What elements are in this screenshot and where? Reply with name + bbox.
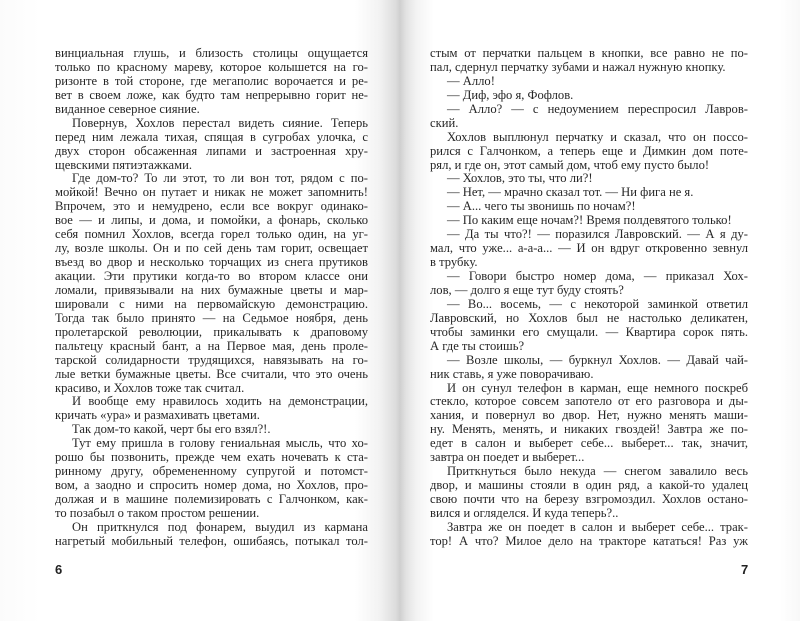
text-line: пролетарской революции, прикалывать к драповому <box>55 324 368 339</box>
text-line: едет в салон и выберет себе... выберет... так, значит, <box>430 436 748 451</box>
text-line: Где дом-то? То ли этот, то ли вон тот, рядом с по- <box>72 171 368 186</box>
text-line: в трубку. <box>430 255 478 270</box>
text-line: тор! А что? Милое дело на тракторе кататься! Раз уж <box>430 533 748 548</box>
text-line: ломали, привязывали на них бумажные цветы и мар- <box>55 282 368 297</box>
paragraph <box>430 465 748 521</box>
text-line: Тогда так было принято — на Седьмое ноября, день <box>55 310 368 325</box>
paragraph <box>430 298 748 354</box>
text-line: кричать «ура» и размахивать цветами. <box>55 408 260 423</box>
paragraph <box>430 200 748 214</box>
text-line: — Алло! <box>447 73 495 88</box>
text-line: нагретый мобильный телефон, ошибаясь, потыкал тол- <box>55 533 368 548</box>
text-line: свою почти что на березу взгромоздил. Хохлов остано- <box>430 492 748 506</box>
paragraph <box>430 172 748 186</box>
paragraph <box>55 423 368 437</box>
paragraph <box>55 117 368 173</box>
paragraph <box>430 521 748 549</box>
paragraph <box>430 354 748 382</box>
text-line: пал, сдернул перчатку зубами и нажал нужную кнопку. <box>430 59 726 74</box>
text-line: пальтецу красный бант, а на Первое мая, день проле- <box>55 338 368 353</box>
text-line: перед ним лежала тихая, спящая в сугробах улочка, с <box>55 129 368 144</box>
text-line: чтобы заминки его смущали. — Квартира сорок пять. <box>430 324 748 339</box>
paragraph <box>55 395 368 423</box>
paragraph <box>430 270 748 298</box>
text-line: мойкой! Вечно он путает и никак не может запомнить! <box>55 185 368 200</box>
text-line: — Диф, эфо я, Фофлов. <box>447 87 574 102</box>
paragraph <box>430 103 748 131</box>
paragraph <box>430 382 748 466</box>
text-line: вом, а заодно и спросить номер дома, но Хохлов, про- <box>55 478 368 493</box>
text-line: — Нет, — мрачно сказал тот. — Ни фига не я. <box>447 185 694 200</box>
text-line: Приткнуться было некуда — снегом завалило весь <box>447 464 748 479</box>
text-line: И он сунул телефон в карман, еще немного поскреб <box>447 380 748 395</box>
text-line: себя помнил Хохлов, всегда горел только один, на уг- <box>55 227 368 242</box>
text-line: ский. <box>430 115 459 130</box>
text-line: лые ветки бумажные цветы. Все считали, что это очень <box>55 366 368 381</box>
text-line: вился и огляделся. И куда теперь?.. <box>430 505 619 520</box>
text-line: тарской солидарности трудящихся, навязывать на го- <box>55 352 368 367</box>
text-line: двор, и машины стояли в один ряд, а какой-то удалец <box>430 478 748 493</box>
text-line: вет в своем ложе, как будто там непрерывно горит не- <box>55 87 368 102</box>
text-line: должая и в машине полемизировать с Галчонком, как- <box>55 492 368 506</box>
text-line: стым от перчатки пальцем в кнопки, все равно не по- <box>430 46 748 60</box>
text-line: ник ставь, я уже поворачиваю. <box>430 366 594 381</box>
text-line: въезд во двор и несколько торчащих из снега прутиков <box>55 255 368 270</box>
text-line: И вообще ему нравилось ходить на демонстрации, <box>72 394 368 409</box>
text-line: Повернув, Хохлов перестал видеть сияние. Теперь <box>72 115 368 130</box>
paragraph <box>430 131 748 173</box>
text-line: — А... чего ты звонишь по ночам?! <box>447 199 636 214</box>
text-line: то позабыл о таком простом решении. <box>55 505 260 520</box>
text-line: Тут ему пришла в голову гениальная мысль, что хо- <box>72 436 368 451</box>
text-line: двух сторон обсаженная липами и застроенная хру- <box>55 143 368 158</box>
text-line: шировали с ними на первомайскую демонстрацию. <box>55 296 368 311</box>
text-line: — Алло? — с недоумением переспросил Лавров- <box>447 101 748 116</box>
text-line: А где ты стоишь? <box>430 338 525 353</box>
text-line: лов, — долго я еще тут буду стоять? <box>430 282 624 297</box>
paragraph <box>55 172 368 395</box>
text-line: Так дом-то какой, черт бы его взял?!. <box>72 422 271 437</box>
right-page <box>400 0 800 621</box>
left-page-text <box>55 47 368 549</box>
page-number: 7 <box>741 562 749 577</box>
text-line: Завтра же он поедет в салон и выберет себе... трак- <box>447 519 748 534</box>
text-line: Впрочем, это и немудрено, если все вокруг одинако- <box>55 199 368 214</box>
text-line: мал, что уже... а-а-а... — И он вдруг откровенно зевнул <box>430 241 748 256</box>
text-line: только по красному мареву, которое колышется на го- <box>55 59 368 74</box>
text-line: рошо бы позвонить, прежде чем ехать ночевать к ста- <box>55 450 368 465</box>
text-line: вое — и липы, и дома, и помойки, а фонарь, сколько <box>55 213 368 228</box>
text-line: стекло, которое совсем запотело от его разговора и ды- <box>430 394 748 409</box>
text-line: акации. Эти прутики когда-то во втором классе они <box>55 269 368 283</box>
text-line: щевскими пятиэтажками. <box>55 157 192 172</box>
text-line: виданное северное сияние. <box>55 101 200 116</box>
paragraph <box>55 47 368 117</box>
text-line: — Да ты что?! — поразился Лавровский. — А я ду- <box>447 227 748 242</box>
paragraph <box>55 521 368 549</box>
text-line: — Хохлов, это ты, что ли?! <box>447 171 593 186</box>
text-line: ну. Менять, менять, и никаких гвоздей! Завтра же по- <box>430 422 748 437</box>
page-number: 6 <box>55 562 63 577</box>
paragraph <box>430 186 748 200</box>
paragraph <box>430 89 748 103</box>
paragraph <box>430 228 748 270</box>
text-line: ризонте в той стороне, где мегаполис ворочается и ре- <box>55 73 368 88</box>
text-line: — По каким еще ночам?! Время полдевятого только! <box>447 213 732 228</box>
text-line: Лавровский, но Хохлов был не настолько деликатен, <box>430 310 748 325</box>
text-line: лу, возле школы. Он и по сей день там горит, освещает <box>55 241 368 256</box>
right-page-text <box>430 47 748 549</box>
text-line: винциальная глушь, и близость столицы ощущается <box>55 46 368 60</box>
text-line: — Во... восемь, — с некоторой заминкой ответил <box>447 296 748 311</box>
text-line: рял, и где он, этот самый дом, чтоб ему пусто было! <box>430 157 710 172</box>
text-line: Он приткнулся под фонарем, выудил из кармана <box>72 519 368 534</box>
text-line: хания, и повернул во двор. Нет, нужно менять маши- <box>430 408 748 423</box>
paragraph <box>430 75 748 89</box>
paragraph <box>430 47 748 75</box>
text-line: — Возле школы, — буркнул Хохлов. — Давай чай- <box>447 352 748 367</box>
text-line: ринному другу, обремененному супругой и потомст- <box>55 464 368 479</box>
text-line: Хохлов выплюнул перчатку и сказал, что он поссо- <box>447 129 748 144</box>
text-line: красиво, и Хохлов тоже так считал. <box>55 380 245 395</box>
text-line: завтра он поедет и выберет... <box>430 450 585 465</box>
paragraph <box>430 214 748 228</box>
text-line: — Говори быстро номер дома, — приказал Хох- <box>447 269 748 283</box>
paragraph <box>55 437 368 521</box>
text-line: рился с Галчонком, а теперь еще и Димкин дом поте- <box>430 143 748 158</box>
